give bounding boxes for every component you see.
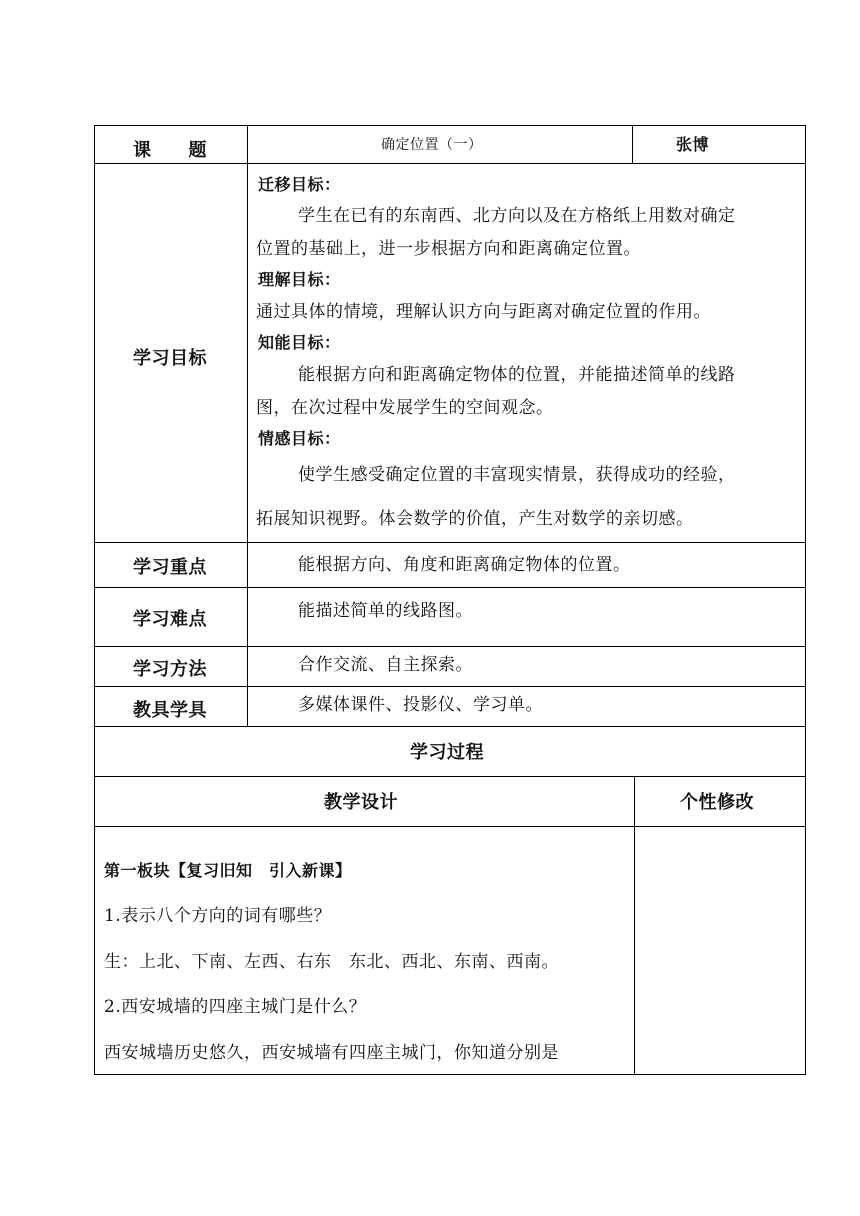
tools-label: 教具学具 (133, 700, 207, 721)
emotion-objective-line: 使学生感受确定位置的丰富现实情景，获得成功的经验， (298, 465, 736, 485)
table-outer-border (94, 125, 806, 1075)
row-divider (94, 776, 806, 777)
col-divider (247, 125, 248, 726)
transfer-objective-line: 位置的基础上，进一步根据方向和距离确定位置。 (256, 239, 641, 259)
skill-objective-title: 知能目标： (258, 333, 341, 352)
answer-1: 生：上北、下南、左西、右东 东北、西北、东南、西南。 (104, 952, 559, 972)
topic-label: 课 题 (133, 140, 207, 161)
emotion-objective-line: 拓展知识视野。体会数学的价值，产生对数学的亲切感。 (256, 509, 694, 529)
row-divider (94, 686, 806, 687)
row-divider (94, 726, 806, 727)
method-value: 合作交流、自主探索。 (298, 655, 473, 675)
section1-title: 第一板块【复习旧知 引入新课】 (104, 861, 352, 880)
objectives-label: 学习目标 (133, 348, 207, 369)
topic-title: 确定位置（一） (381, 137, 483, 153)
question-1: 1.表示八个方向的词有哪些？ (104, 906, 332, 926)
key-point-value: 能根据方向、角度和距离确定物体的位置。 (298, 555, 631, 575)
transfer-objective-line: 学生在已有的东南西、北方向以及在方格纸上用数对确定 (298, 206, 736, 226)
col-divider (632, 125, 633, 163)
row-divider (94, 542, 806, 543)
transfer-objective-title: 迁移目标： (258, 175, 341, 194)
difficulty-value: 能描述简单的线路图。 (298, 601, 473, 621)
row-divider (94, 587, 806, 588)
key-point-label: 学习重点 (133, 557, 207, 578)
question-2: 2.西安城墙的四座主城门是什么？ (104, 997, 367, 1017)
process-title: 学习过程 (410, 742, 484, 763)
skill-objective-line: 能根据方向和距离确定物体的位置，并能描述简单的线路 (298, 365, 736, 385)
paragraph-2: 西安城墙历史悠久，西安城墙有四座主城门，你知道分别是 (104, 1043, 559, 1063)
col-design-header: 教学设计 (324, 792, 398, 813)
skill-objective-line: 图，在次过程中发展学生的空间观念。 (256, 398, 554, 418)
teacher-name: 张博 (676, 135, 710, 154)
tools-value: 多媒体课件、投影仪、学习单。 (298, 695, 543, 715)
understand-objective-title: 理解目标： (258, 270, 341, 289)
row-divider (94, 163, 806, 164)
col-divider (634, 776, 635, 1075)
difficulty-label: 学习难点 (133, 609, 207, 630)
method-label: 学习方法 (133, 659, 207, 680)
row-divider (94, 826, 806, 827)
emotion-objective-title: 情感目标： (258, 429, 341, 448)
understand-objective-line: 通过具体的情境，理解认识方向与距离对确定位置的作用。 (256, 302, 711, 322)
row-divider (94, 646, 806, 647)
col-modify-header: 个性修改 (680, 792, 754, 813)
